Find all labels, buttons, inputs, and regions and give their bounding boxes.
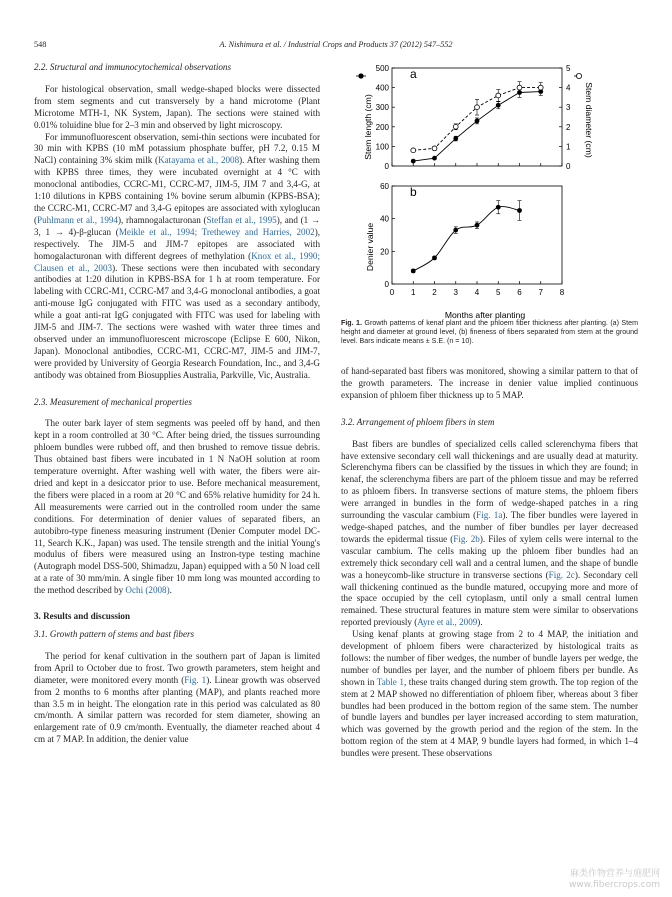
paragraph: For histological observation, small wedge-shaped blocks were dissected from stem segments and cut transversely by a hand microtome (Plant Microtome MTH-1, NK System, Japan). The sections were stained with 0.01% toluidine blue for 2–3 min and observed by light microscopy. xyxy=(34,83,320,130)
right-column xyxy=(341,366,638,760)
stem-diameter-point xyxy=(538,85,543,90)
right-tick-label: 1 xyxy=(566,142,571,152)
denier-point xyxy=(453,228,458,233)
y-tick-label: 60 xyxy=(380,182,389,191)
x-tick-label: 5 xyxy=(496,288,501,297)
citation-link[interactable]: Meikle et al., 1994; Trethewey and Harries, 2002 xyxy=(118,226,315,237)
stem-diameter-point xyxy=(517,85,522,90)
paragraph: The period for kenaf cultivation in the southern part of Japan is limited from April to October due to frost. Two growth parameters, stem height and diameter, were monitored every month (Fig. 1). Linear growth was observed from 2 months to 6 months after planting (MAP), and plants reached more than 3.5 m in height. The elongation rate in this period was calculated as 80 cm/month. A similar pattern was recorded for stem diameter, showing an enlargement rate of 0.9 cm/month. Eventually, the diameter reached about 4 cm at 7 MAP. In addition, the denier value xyxy=(34,650,320,745)
panel-a-left-ylabel: Stem length (cm) xyxy=(363,94,373,160)
panel-a xyxy=(356,64,582,171)
panel-a-frame xyxy=(392,68,562,166)
y-tick-label: 0 xyxy=(384,280,389,289)
left-tick-label: 300 xyxy=(375,103,389,113)
figure-link[interactable]: Fig. 2b xyxy=(453,533,480,544)
running-header xyxy=(34,40,638,54)
figure-caption: Fig. 1. Growth patterns of kenaf plant and the phloem fiber thickness after planting. (a) Stem height and diameter at ground level, (b) fineness of fibers separated from stem at the ground level. Bars indicate means ± S.E. (n = 10). xyxy=(341,319,638,345)
citation-link[interactable]: Ayre et al., 2009 xyxy=(417,617,478,628)
stem-length-point xyxy=(453,136,458,141)
paragraph: of hand-separated bast fibers was monitored, showing a similar pattern to that of the growth parameters. The increase in denier value implied continuous expansion of phloem fiber thickness up to 5 MAP. xyxy=(341,366,638,400)
denier-point xyxy=(517,208,522,213)
right-tick-label: 5 xyxy=(566,64,571,73)
x-tick-label: 6 xyxy=(517,288,522,297)
running-title: A. Nishimura et al. / Industrial Crops and Products 37 (2012) 547–552 xyxy=(219,40,453,49)
panel-b-label: b xyxy=(410,185,417,199)
citation-link[interactable]: Katayama et al., 2008 xyxy=(158,155,240,166)
x-tick-label: 4 xyxy=(474,288,480,297)
y-tick-label: 40 xyxy=(380,214,389,224)
figure-link[interactable]: Fig. 2c xyxy=(548,569,575,580)
citation-link[interactable]: Ochi (2008) xyxy=(125,585,170,596)
stem-diameter-point xyxy=(453,124,458,129)
denier-point xyxy=(432,255,437,260)
stem-length-point xyxy=(496,103,501,108)
paragraph: Using kenaf plants at growing stage from 2 to 4 MAP, the initiation and development of phloem fibers were characterized by histological traits as follows: the number of fiber wedges, the number of bundle layers per wedge, the number of bundles per layer, and the number of phloem fibers per bundle. As shown in Table 1, these traits changed during stem growth. The top region of the stem at 2 MAP showed no differentiation of phloem fiber, whereas about 3 fiber bundles had been produced in the bottom region of the same stem. The number of bundle layers and bundles per layer increased according to stem maturation, which was governed by the growth period and the region of the stem. In the bottom region of the stem at 4 MAP, 9 bundle layers had formed, in which 1–4 bundles were present. These observations xyxy=(341,629,638,759)
left-tick-label: 500 xyxy=(375,64,389,73)
legend-marker-stem-diameter xyxy=(576,73,581,78)
left-tick-label: 100 xyxy=(375,142,389,152)
left-tick-label: 200 xyxy=(375,122,389,132)
left-tick-label: 0 xyxy=(384,162,389,171)
right-tick-label: 3 xyxy=(566,103,571,113)
stem-diameter-point xyxy=(411,148,416,153)
figure-link[interactable]: Fig. 1a xyxy=(476,510,503,521)
x-tick-label: 3 xyxy=(453,288,458,297)
panel-b xyxy=(380,182,565,297)
panel-b-ylabel: Denier value xyxy=(365,222,375,272)
right-tick-label: 4 xyxy=(566,83,571,93)
figure-1-chart xyxy=(350,62,594,320)
page-number: 548 xyxy=(34,40,47,49)
citation-link[interactable]: Puhlmann et al., 1994 xyxy=(37,214,118,225)
denier-point xyxy=(496,205,501,210)
stem-diameter-point xyxy=(432,146,437,151)
denier-fit-curve xyxy=(413,207,519,271)
figure-1 xyxy=(350,62,594,326)
left-column xyxy=(34,62,320,746)
panel-b-frame xyxy=(392,186,562,284)
section-2-3-title: 2.3. Measurement of mechanical properties xyxy=(34,396,192,407)
paragraph: For immunofluorescent observation, semi-thin sections were incubated for 30 min with KPBS (10 mM potassium phosphate buffer, pH 7.2, 0.15 M NaCl) containing 3% skim milk (Katayama et al., 2008). After washing them with KPBS three times, they were incubated overnight at 4 °C with monoclonal antibodies, CCRC-M1, CCRC-M7, JIM-5, JIM 7 and 3,4-G, at 1:10 dilutions in KPBS containing 1% bovine serum albumin (KPBS-BSA); the CCRC-M1, CCRC-M7 and 3,4-G epitopes are associated with xyloglucan (Puhlmann et al., 1994), rhamnogalacturonan (Steffan et al., 1995), and (1 → 3, 1 → 4)-β-glucan (Meikle et al., 1994; Trethewey and Harries, 2002), respectively. The JIM-5 and JIM-7 epitopes are associated with homogalacturonan with different degrees of methylation (Knox et al., 1990; Clausen et al., 2003). These sections were then incubated with secondary antibodies at 1:20 dilution in KPBS-BSA for 1 h at room temperature. For labeling with CCRC-M1, CCRC-M7 and 3,4-G monoclonal antibodies, a goat anti-mouse IgG conjugated with FITC was used as a secondary antibody, while a goat anti-rat IgG conjugated with FITC was used for labeling with JIM-5 and JIM-7. The sections were washed with water three times and observed under an immunofluorescent microscope (Eclipse E 600, Nikon, Japan). Monoclonal antibodies, CCRC-M1, CCRC-M7, JIM-5 and JIM-7, were provided by University of Georgia Research Foundation, Inc., and 3,4-G antibody was obtained from Biosupplies Australia, Parkville, Vic, Australia. xyxy=(34,131,321,380)
x-tick-label: 0 xyxy=(389,288,395,297)
stem-length-point xyxy=(432,156,437,161)
watermark: 麻类作物营养与施肥网 www.fibercrops.com xyxy=(569,869,660,890)
citation-link[interactable]: Steffan et al., 1995 xyxy=(206,214,277,225)
stem-diameter-point xyxy=(496,93,501,98)
section-2-2-title: 2.2. Structural and immunocytochemical observations xyxy=(34,62,232,72)
denier-point xyxy=(475,223,480,228)
x-tick-label: 8 xyxy=(559,288,565,297)
right-tick-label: 0 xyxy=(566,162,571,171)
denier-point xyxy=(411,269,416,274)
citation-link[interactable]: Knox et al., 1990; Clausen et al., 2003 xyxy=(34,250,320,273)
paragraph: The outer bark layer of stem segments was peeled off by hand, and then kept in a room controlled at 30 °C. After being dried, the tissues surrounding phloem bundles were rubbed off, and then brushed to remove tissue debris. Thus obtained bast fibers were incubated in 1 N NaOH solution at room temperature overnight. After washing well with water, the fibers were air-dried and kept in a desiccator prior to use. Before mechanical measurement, the fibers were placed in a room at 20 °C and 65% relative humidity for 24 h. All measurements were carried out in the controlled room under the same conditions. For determination of denier values of separated fibers, an autobibro-type fineness measuring instrument (Denier Computer model DC-11, Search K.K., Japan) was used. The tensile strength and the initial Young's modulus of fibers were measured using an Instron-type testing machine (Autograph model DSS-500, Shimadzu, Japan) equipped with a 50 N load cell at a rate of 30 mm/min. A single fiber 10 mm long was mounted according to the method described by Ochi (2008). xyxy=(34,418,320,596)
figure-link[interactable]: Fig. 1 xyxy=(184,674,207,685)
stem-length-point xyxy=(411,159,416,164)
section-3-2-title: 3.2. Arrangement of phloem fibers in stem xyxy=(341,416,495,427)
y-tick-label: 20 xyxy=(380,247,389,257)
stem-diameter-point xyxy=(475,105,480,110)
x-tick-label: 2 xyxy=(432,288,437,297)
panel-a-label: a xyxy=(410,67,417,81)
x-tick-label: 7 xyxy=(538,288,543,297)
stem-length-point xyxy=(475,119,480,124)
x-axis-label: Months after planting xyxy=(444,310,526,320)
section-3-title: 3. Results and discussion xyxy=(34,611,131,622)
table-link[interactable]: Table 1 xyxy=(376,676,404,687)
right-tick-label: 2 xyxy=(566,122,571,132)
paragraph: Bast fibers are bundles of specialized cells called sclerenchyma fibers that have extensive secondary cell wall thickenings and are usually dead at maturity. Sclerenchyma fibers can be classified by the tissues in which they are found; in kenaf, the sclerenchyma fibers are part of the phloem tissue and may be referred to as phloem fibers. In transverse sections of mature stems, the phloem fibers were arranged in bundles in the form of wedge-shaped patches in a ring surrounding the vascular cambium (Fig. 1a). The fiber bundles were layered in wedge-shaped patches, and the number of fiber bundles per layer decreased towards the epidermal tissue (Fig. 2b). Files of xylem cells were internal to the vascular cambium. The cells making up the phloem fiber bundles had an extremely thick secondary cell wall and a central lumen, and the shape of bundle was a honeycomb-like structure in transverse sections (Fig. 2c). Secondary cell wall thickening continued as the bundle matured, occupying more and more of the space occupied by the cell cytoplasm, until only a small central lumen remained. These structural features in mature stem were similar to observations reported previously (Ayre et al., 2009). xyxy=(341,438,638,628)
panel-a-right-ylabel: Stem diameter (cm) xyxy=(584,82,594,158)
x-tick-label: 1 xyxy=(411,288,416,297)
left-tick-label: 400 xyxy=(375,83,389,93)
section-3-1-title: 3.1. Growth pattern of stems and bast fibers xyxy=(34,628,195,639)
